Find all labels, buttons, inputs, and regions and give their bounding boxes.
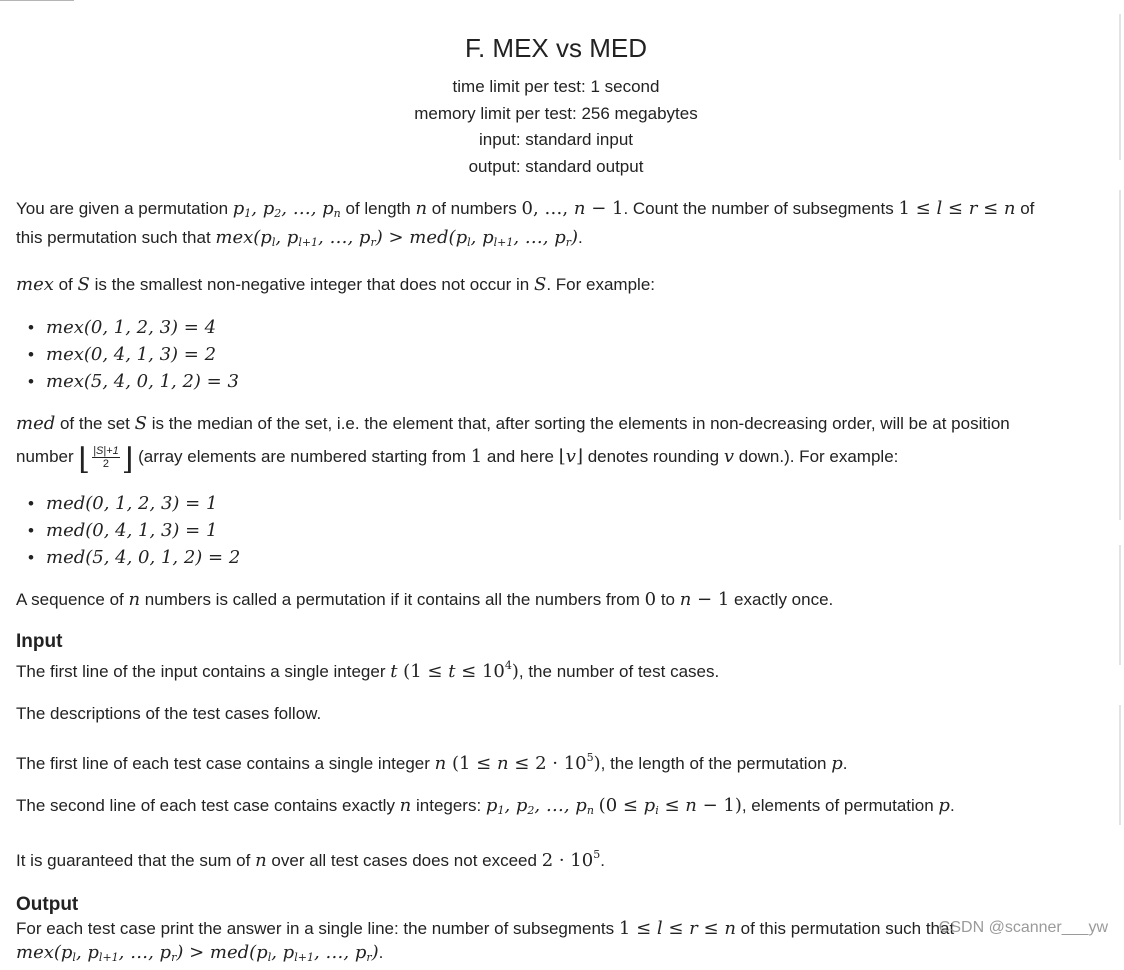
med-definition-cont: number ⌊ $\frac{|S|+1}{2}$ ⌋ (array elements are numbered starting from 1 and here ⌊v⌋ denotes rounding v down.). For example: [16,442,899,477]
list-item: • mex(0, 4, 1, 3) = 2 [28,341,1096,368]
list-item: • mex(0, 1, 2, 3) = 4 [28,314,1096,341]
input-line-1: The first line of the input contains a single integer t $(1 \le t \le 10^4)$, the number of test cases. [16,659,720,683]
list-item: • med(0, 1, 2, 3) = 1 [28,490,1096,517]
med-examples [16,490,1096,571]
right-scroll-rule [1119,190,1121,520]
input-line-4: The second line of each test case contains exactly n integers: $p_1$, $p_2$, …, $p_n$ $(0 \le p_i \le n - 1)$, elements of permutation p. [16,795,955,818]
input-line-3: The first line of each test case contains a single integer n $(1 \le n \le 2 \cdot 10^5)$, the length of the permutation p. [16,751,848,775]
mex-definition: mex of S is the smallest non-negative integer that does not occur in S. For example: [16,274,655,295]
mex-examples [16,314,1096,395]
right-scroll-rule [1119,705,1121,825]
problem-statement [16,0,1096,970]
memory-limit: memory limit per test: 256 megabytes [414,103,698,123]
input-section [16,630,1096,873]
problem-header [16,33,1096,180]
fraction: $\frac{|S|+1}{2}$ [93,445,119,471]
output-type: output: standard output [468,156,644,176]
problem-title: F. MEX vs MED [464,33,647,63]
input-line-5: It is guaranteed that the sum of n over all test cases does not exceed $2 \cdot 10^5$. [16,848,605,872]
time-limit: time limit per test: 1 second [452,77,660,96]
right-scroll-rule [1119,14,1121,160]
med-definition: med of the set S is the median of the set, i.e. the element that, after sorting the elements in non-decreasing order, will be at position [16,413,1010,434]
permutation-definition: A sequence of n numbers is called a permutation if it contains all the numbers from 0 to n − 1 exactly once. [16,589,834,611]
right-scroll-rule [1119,545,1121,665]
list-item: • med(5, 4, 0, 1, 2) = 2 [28,544,1096,571]
input-type: input: standard input [478,130,634,149]
problem-limits [16,74,1096,180]
output-line-1: For each test case print the answer in a single line: the number of subsegments 1 ≤ l ≤ r ≤ n of this permutation such that $mex(p_l$, $p_{l+1}$, …, $p_r) > med(p_l$, $p_{l+1}$, …, $p_r$). [16,918,955,965]
input-line-2: The descriptions of the test cases follow. [16,704,322,724]
list-item: • mex(5, 4, 0, 1, 2) = 3 [28,368,1096,395]
list-item: • med(0, 4, 1, 3) = 1 [28,517,1096,544]
statement-paragraph: You are given a permutation $p_1$, $p_2$, …, $p_n$ of length n of numbers 0, …, n − 1. Count the number of subsegments 1 ≤ l ≤ r ≤ n of this permutation such that $mex(p_l$, $p_{l+1}$, …, $p_r) > med(p_l$, $p_{l+1}$, …, $p_r$). [16,198,1035,249]
input-heading: Input [16,631,63,653]
output-heading: Output [16,894,79,916]
output-section [16,893,1096,970]
watermark: CSDN @scanner___yw [938,919,1108,936]
